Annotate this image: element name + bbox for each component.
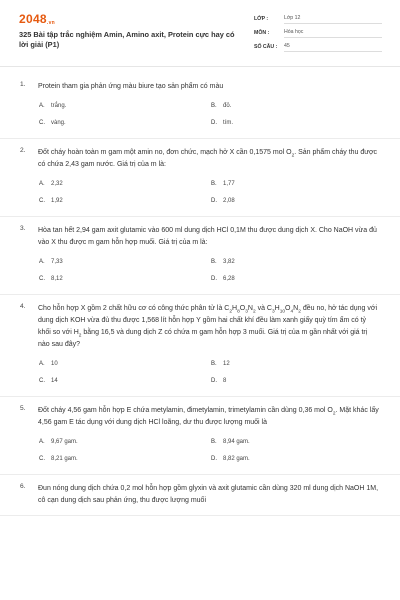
option-letter: A. xyxy=(39,361,45,367)
option-text: 3,82 xyxy=(223,259,235,265)
answer-option[interactable] xyxy=(39,273,211,286)
option-letter: D. xyxy=(211,120,217,126)
question-item xyxy=(0,295,400,397)
option-letter: B. xyxy=(211,181,217,187)
question-text: Cho hỗn hợp X gồm 2 chất hữu cơ có công thức phân tử là $C_2H_8O_3N_2$ và $C_3H_{10}O_4N_2$ đều no, hở tác dụng với dung dịch KOH vừa đủ thu được 1,568 lít hỗn hợp Y gồm hai chất khí đều làm xanh giấy quỳ tím ẩm có tỷ khối so với $H_2$ bằng 16,5 và dung dịch Z có chứa m gam hỗn hợp 3 muối. Giá trị của m gần nhất với giá trị nào sau đây? xyxy=(38,305,378,348)
question-number: 4. xyxy=(20,303,26,310)
option-text: 8,12 xyxy=(51,276,63,282)
option-text: 2,32 xyxy=(51,181,63,187)
question-count-label: SỐ CÂU : xyxy=(254,44,278,50)
answer-option[interactable] xyxy=(39,453,211,466)
answer-options xyxy=(38,256,380,286)
worksheet-header xyxy=(0,0,400,67)
option-letter: A. xyxy=(39,103,45,109)
question-number: 3. xyxy=(20,225,26,232)
option-text: 8 xyxy=(223,378,227,384)
answer-option[interactable] xyxy=(39,436,211,449)
answer-options xyxy=(38,436,380,466)
logo-suffix: .vn xyxy=(46,20,56,26)
option-text: vàng. xyxy=(51,120,66,126)
option-text: đỏ. xyxy=(223,103,232,109)
question-item xyxy=(0,139,400,217)
answer-option[interactable] xyxy=(211,273,383,286)
answer-options xyxy=(38,100,380,130)
class-value: Lớp 12 xyxy=(284,15,382,24)
answer-option[interactable] xyxy=(211,375,383,388)
option-letter: B. xyxy=(211,361,217,367)
option-text: 6,28 xyxy=(223,276,235,282)
option-text: 12 xyxy=(223,361,230,367)
option-letter: C. xyxy=(39,456,45,462)
option-text: 2,08 xyxy=(223,198,235,204)
answer-option[interactable] xyxy=(39,178,211,191)
option-letter: D. xyxy=(211,456,217,462)
option-letter: B. xyxy=(211,103,217,109)
question-item xyxy=(0,397,400,475)
option-text: 1,77 xyxy=(223,181,235,187)
option-letter: A. xyxy=(39,259,45,265)
option-text: 10 xyxy=(51,361,58,367)
answer-option[interactable] xyxy=(39,117,211,130)
option-text: trắng. xyxy=(51,103,67,109)
subject-value: Hóa học xyxy=(284,29,382,38)
question-number: 5. xyxy=(20,405,26,412)
class-label: LỚP : xyxy=(254,16,269,22)
option-text: 8,82 gam. xyxy=(223,456,250,462)
option-letter: B. xyxy=(211,259,217,265)
answer-option[interactable] xyxy=(211,358,383,371)
question-item xyxy=(0,475,400,516)
option-letter: A. xyxy=(39,439,45,445)
question-number: 1. xyxy=(20,81,26,88)
meta-row-subject xyxy=(254,28,384,42)
answer-option[interactable] xyxy=(39,100,211,113)
option-letter: C. xyxy=(39,276,45,282)
question-text: Đốt cháy hoàn toàn m gam một amin no, đơn chức, mạch hở X cần 0,1575 mol $O_2$. Sản phẩm cháy thu được có chứa 2,43 gam nước. Giá trị của m là: xyxy=(38,149,378,168)
option-letter: D. xyxy=(211,198,217,204)
question-number: 2. xyxy=(20,147,26,154)
answer-options xyxy=(38,178,380,208)
meta-panel xyxy=(254,14,384,56)
meta-row-class xyxy=(254,14,384,28)
question-text: Protein tham gia phản ứng màu biure tạo sản phẩm có màu xyxy=(38,83,224,90)
option-text: 1,92 xyxy=(51,198,63,204)
answer-option[interactable] xyxy=(211,453,383,466)
answer-option[interactable] xyxy=(39,358,211,371)
option-letter: B. xyxy=(211,439,217,445)
option-text: tím. xyxy=(223,120,233,126)
answer-option[interactable] xyxy=(211,178,383,191)
question-list xyxy=(0,73,400,516)
answer-option[interactable] xyxy=(211,117,383,130)
answer-option[interactable] xyxy=(39,375,211,388)
answer-option[interactable] xyxy=(211,436,383,449)
answer-option[interactable] xyxy=(211,100,383,113)
question-item xyxy=(0,73,400,139)
answer-option[interactable] xyxy=(211,256,383,269)
option-letter: C. xyxy=(39,198,45,204)
answer-option[interactable] xyxy=(39,195,211,208)
question-text: Hòa tan hết 2,94 gam axit glutamic vào 600 ml dung dịch HCl 0,1M thu được dung dịch X. Cho NaOH vừa đủ vào X thu được m gam hỗn hợp muối. Giá trị của m là: xyxy=(38,227,377,246)
option-letter: C. xyxy=(39,120,45,126)
option-letter: A. xyxy=(39,181,45,187)
option-letter: D. xyxy=(211,276,217,282)
question-text: Đốt cháy 4,56 gam hỗn hợp E chứa metylamin, đimetylamin, trimetylamin cần dùng 0,36 mol $O_2$. Mặt khác lấy 4,56 gam E tác dụng với dung dịch HCl loãng, dư thu được lượng muối là xyxy=(38,407,379,426)
question-number: 6. xyxy=(20,483,26,490)
meta-row-count xyxy=(254,42,384,56)
answer-option[interactable] xyxy=(211,195,383,208)
question-item xyxy=(0,217,400,295)
question-text: Đun nóng dung dịch chứa 0,2 mol hỗn hợp gồm glyxin và axit glutamic cần dùng 320 ml dung dịch NaOH 1M, cô cạn dung dịch sau phản ứng, thu được lượng muối xyxy=(38,485,379,504)
option-text: 14 xyxy=(51,378,58,384)
option-letter: D. xyxy=(211,378,217,384)
document-title: 325 Bài tập trắc nghiệm Amin, Amino axit, Protein cực hay có lời giải (P1) xyxy=(19,30,235,49)
logo-text: 2048 xyxy=(19,12,47,26)
question-count-value: 45 xyxy=(284,43,382,52)
option-text: 8,21 gam. xyxy=(51,456,78,462)
answer-option[interactable] xyxy=(39,256,211,269)
option-text: 7,33 xyxy=(51,259,63,265)
subject-label: MÔN : xyxy=(254,30,270,36)
option-letter: C. xyxy=(39,378,45,384)
answer-options xyxy=(38,358,380,388)
option-text: 8,94 gam. xyxy=(223,439,250,445)
site-logo[interactable] xyxy=(19,12,55,26)
option-text: 9,67 gam. xyxy=(51,439,78,445)
